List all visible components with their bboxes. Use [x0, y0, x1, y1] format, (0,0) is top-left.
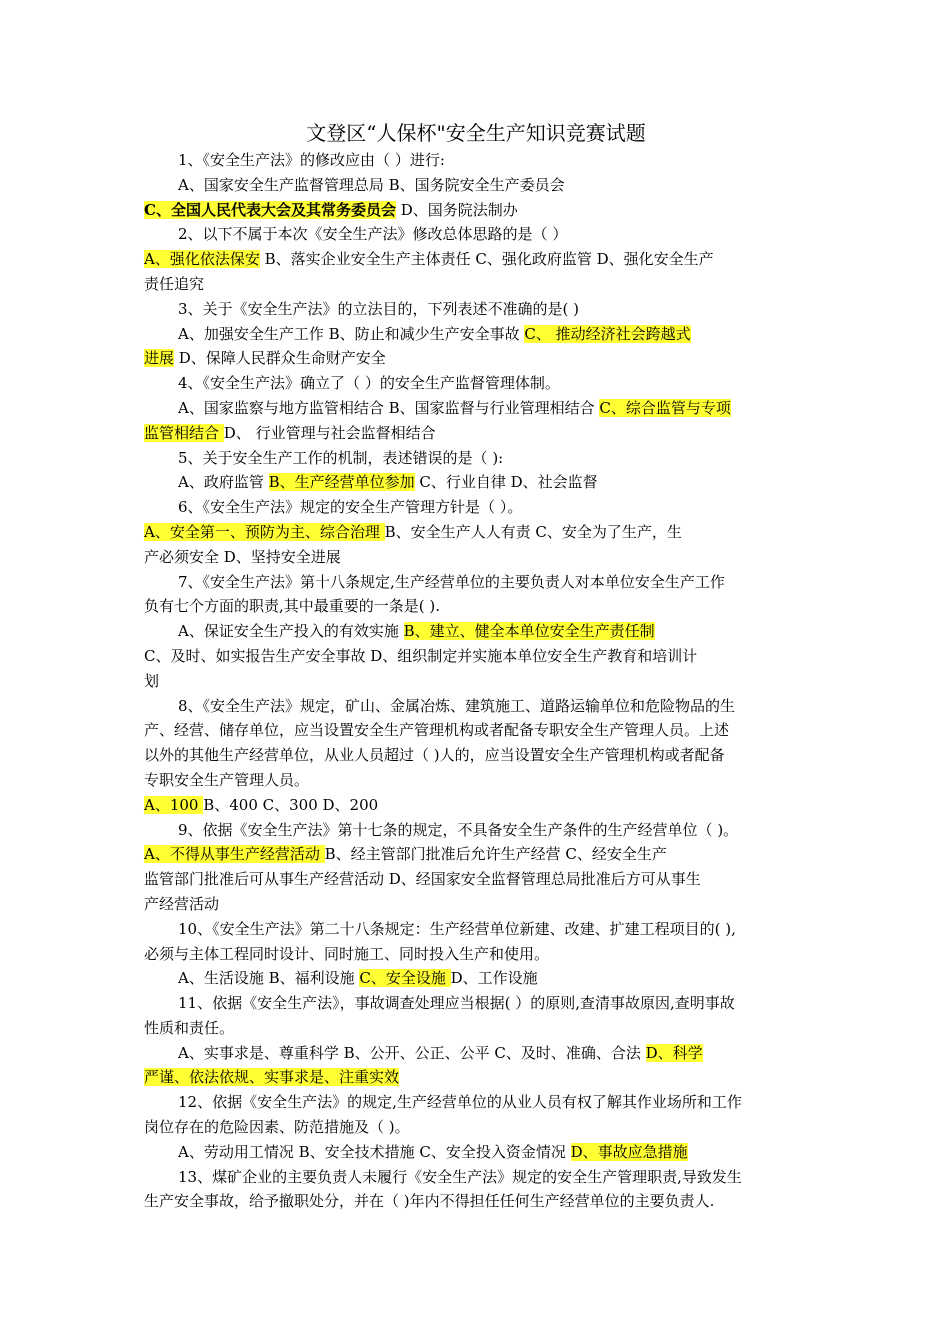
text: 生产安全事故，给予撤职处分，并在（ )年内不得担任任何生产经营单位的主要负责人.	[144, 1192, 715, 1211]
question-9-options-cont	[144, 867, 808, 892]
question-11-cont	[144, 1016, 808, 1041]
highlighted-answer: B、生产经营单位参加	[268, 473, 415, 492]
text: 性质和责任。	[144, 1018, 235, 1037]
text: 12、依据《安全生产法》的规定,生产经营单位的从业人员有权了解其作业场所和工作	[178, 1093, 742, 1112]
text: 1、《安全生产法》的修改应由（ ）进行:	[178, 151, 445, 169]
text: A、国家安全生产监督管理总局 B、国务院安全生产委员会	[178, 175, 565, 194]
question-9-options-cont2	[144, 892, 808, 917]
text: A、政府监管	[178, 473, 269, 492]
text: 11、依据《安全生产法》，事故调查处理应当根据( ）的原则,查清事故原因,查明事故	[178, 994, 735, 1013]
highlighted-answer: A、安全第一、预防为主、综合治理	[144, 522, 385, 541]
text: 产必须安全 D、坚持安全进展	[144, 547, 341, 566]
text: A、加强安全生产工作 B、防止和减少生产安全事故	[178, 324, 525, 343]
text: 岗位存在的危险因素、防范措施及（ )。	[144, 1118, 410, 1137]
highlighted-answer: C、安全设施	[359, 969, 451, 988]
question-4-options-cont	[144, 421, 808, 446]
highlighted-answer: C、 推动经济社会跨越式	[524, 324, 691, 343]
question-1-options	[144, 173, 808, 198]
question-6-options-cont	[144, 545, 808, 570]
text: C、行业自律 D、社会监督	[414, 473, 598, 492]
text: D、工作设施	[450, 969, 538, 988]
text: A、劳动用工情况 B、安全技术措施 C、安全投入资金情况	[178, 1142, 571, 1161]
document-page	[144, 118, 808, 1214]
question-10-options	[144, 966, 808, 991]
text: 4、《安全生产法》确立了（ ）的安全生产监督管理体制。	[178, 374, 560, 393]
text: D、 行业管理与社会监督相结合	[223, 423, 436, 442]
highlighted-answer: 进展	[144, 349, 175, 368]
question-11-options-cont	[144, 1065, 808, 1090]
question-7	[144, 570, 808, 595]
text: 2、以下不属于本次《安全生产法》修改总体思路的是（ ）	[178, 225, 568, 244]
highlighted-answer: 严谨、依法依规、实事求是、注重实效	[144, 1068, 400, 1087]
text: 13、煤矿企业的主要负责人未履行《安全生产法》规定的安全生产管理职责,导致发生	[178, 1167, 742, 1186]
text: A、实事求是、尊重科学 B、公开、公正、公平 C、及时、准确、合法	[178, 1043, 646, 1062]
text: B、400 C、300 D、200	[203, 795, 379, 814]
text: 监管部门批准后可从事生产经营活动 D、经国家安全监督管理总局批准后方可从事生	[144, 870, 701, 889]
question-10	[144, 917, 808, 942]
text: 8、《安全生产法》规定，矿山、金属冶炼、建筑施工、道路运输单位和危险物品的生	[178, 696, 736, 715]
question-2-options	[144, 247, 808, 272]
text: A、保证安全生产投入的有效实施	[178, 622, 404, 641]
text: 划	[144, 671, 160, 690]
question-7-options-cont	[144, 644, 808, 669]
question-4	[144, 371, 808, 396]
question-8-options	[144, 793, 808, 818]
question-7-options-cont2	[144, 669, 808, 694]
question-5	[144, 446, 808, 471]
question-2	[144, 222, 808, 247]
text: 专职安全生产管理人员。	[144, 770, 310, 789]
question-6	[144, 495, 808, 520]
highlighted-answer: D、科学	[645, 1043, 703, 1062]
question-7-cont	[144, 594, 808, 619]
document-title: 文登区“人保杯"安全生产知识竞赛试题	[306, 121, 646, 145]
question-7-options	[144, 619, 808, 644]
question-5-options	[144, 470, 808, 495]
question-13-cont	[144, 1189, 808, 1214]
text: 产经营活动	[144, 894, 220, 913]
question-10-cont	[144, 942, 808, 967]
question-13	[144, 1165, 808, 1190]
highlighted-answer: A、不得从事生产经营活动	[144, 845, 325, 864]
text: A、生活设施 B、福利设施	[178, 969, 360, 988]
highlighted-answer: A、100	[144, 795, 204, 814]
text: D、国务院法制办	[395, 200, 518, 219]
text: B、经主管部门批准后允许生产经营 C、经安全生产	[324, 845, 667, 864]
question-12-cont	[144, 1115, 808, 1140]
text: B、安全生产人人有责 C、安全为了生产，生	[384, 522, 682, 541]
question-8	[144, 694, 808, 719]
question-12-options	[144, 1140, 808, 1165]
text: 6、《安全生产法》规定的安全生产管理方针是（ ）。	[178, 498, 523, 517]
text: 必须与主体工程同时设计、同时施工、同时投入生产和使用。	[144, 944, 550, 963]
text: 5、关于安全生产工作的机制，表述错误的是（ ):	[178, 448, 504, 467]
question-6-options	[144, 520, 808, 545]
question-1	[144, 148, 808, 173]
question-12	[144, 1090, 808, 1115]
highlighted-answer: C、综合监管与专项	[599, 398, 731, 417]
question-4-options	[144, 396, 808, 421]
highlighted-answer: C、全国人民代表大会及其常务委员会	[144, 200, 396, 219]
text: C、及时、如实报告生产安全事故 D、组织制定并实施本单位安全生产教育和培训计	[144, 646, 698, 665]
text: 责任追究	[144, 274, 205, 293]
question-2-options-cont	[144, 272, 808, 297]
text: 负有七个方面的职责,其中最重要的一条是( ).	[144, 597, 441, 616]
question-3-options	[144, 322, 808, 347]
text: 以外的其他生产经营单位，从业人员超过（ )人的，应当设置安全生产管理机构或者配备	[144, 746, 725, 765]
text: 3、关于《安全生产法》的立法目的，下列表述不准确的是( )	[178, 299, 580, 318]
question-8-cont	[144, 718, 808, 743]
question-11	[144, 991, 808, 1016]
question-3-options-cont	[144, 346, 808, 371]
highlighted-answer: D、事故应急措施	[570, 1142, 688, 1161]
highlighted-answer: B、建立、健全本单位安全生产责任制	[403, 622, 655, 641]
text: A、国家监察与地方监管相结合 B、国家监督与行业管理相结合	[178, 398, 600, 417]
question-11-options	[144, 1041, 808, 1066]
question-1-answer-line	[144, 198, 808, 223]
question-9	[144, 818, 808, 843]
question-8-cont2	[144, 743, 808, 768]
text: B、落实企业安全生产主体责任 C、强化政府监管 D、强化安全生产	[259, 250, 714, 269]
question-3	[144, 297, 808, 322]
question-9-options	[144, 842, 808, 867]
question-8-cont3	[144, 768, 808, 793]
highlighted-answer: 监管相结合	[144, 423, 224, 442]
text: 7、《安全生产法》第十八条规定,生产经营单位的主要负责人对本单位安全生产工作	[178, 572, 725, 591]
text: 9、依据《安全生产法》第十七条的规定，不具备安全生产条件的生产经营单位（ )。	[178, 820, 739, 839]
text: D、保障人民群众生命财产安全	[174, 349, 386, 368]
highlighted-answer: A、强化依法保安	[144, 250, 260, 269]
text: 10、《安全生产法》第二十八条规定：生产经营单位新建、改建、扩建工程项目的( ),	[178, 919, 736, 938]
text: 产、经营、储存单位，应当设置安全生产管理机构或者配备专职安全生产管理人员。上述	[144, 721, 730, 740]
